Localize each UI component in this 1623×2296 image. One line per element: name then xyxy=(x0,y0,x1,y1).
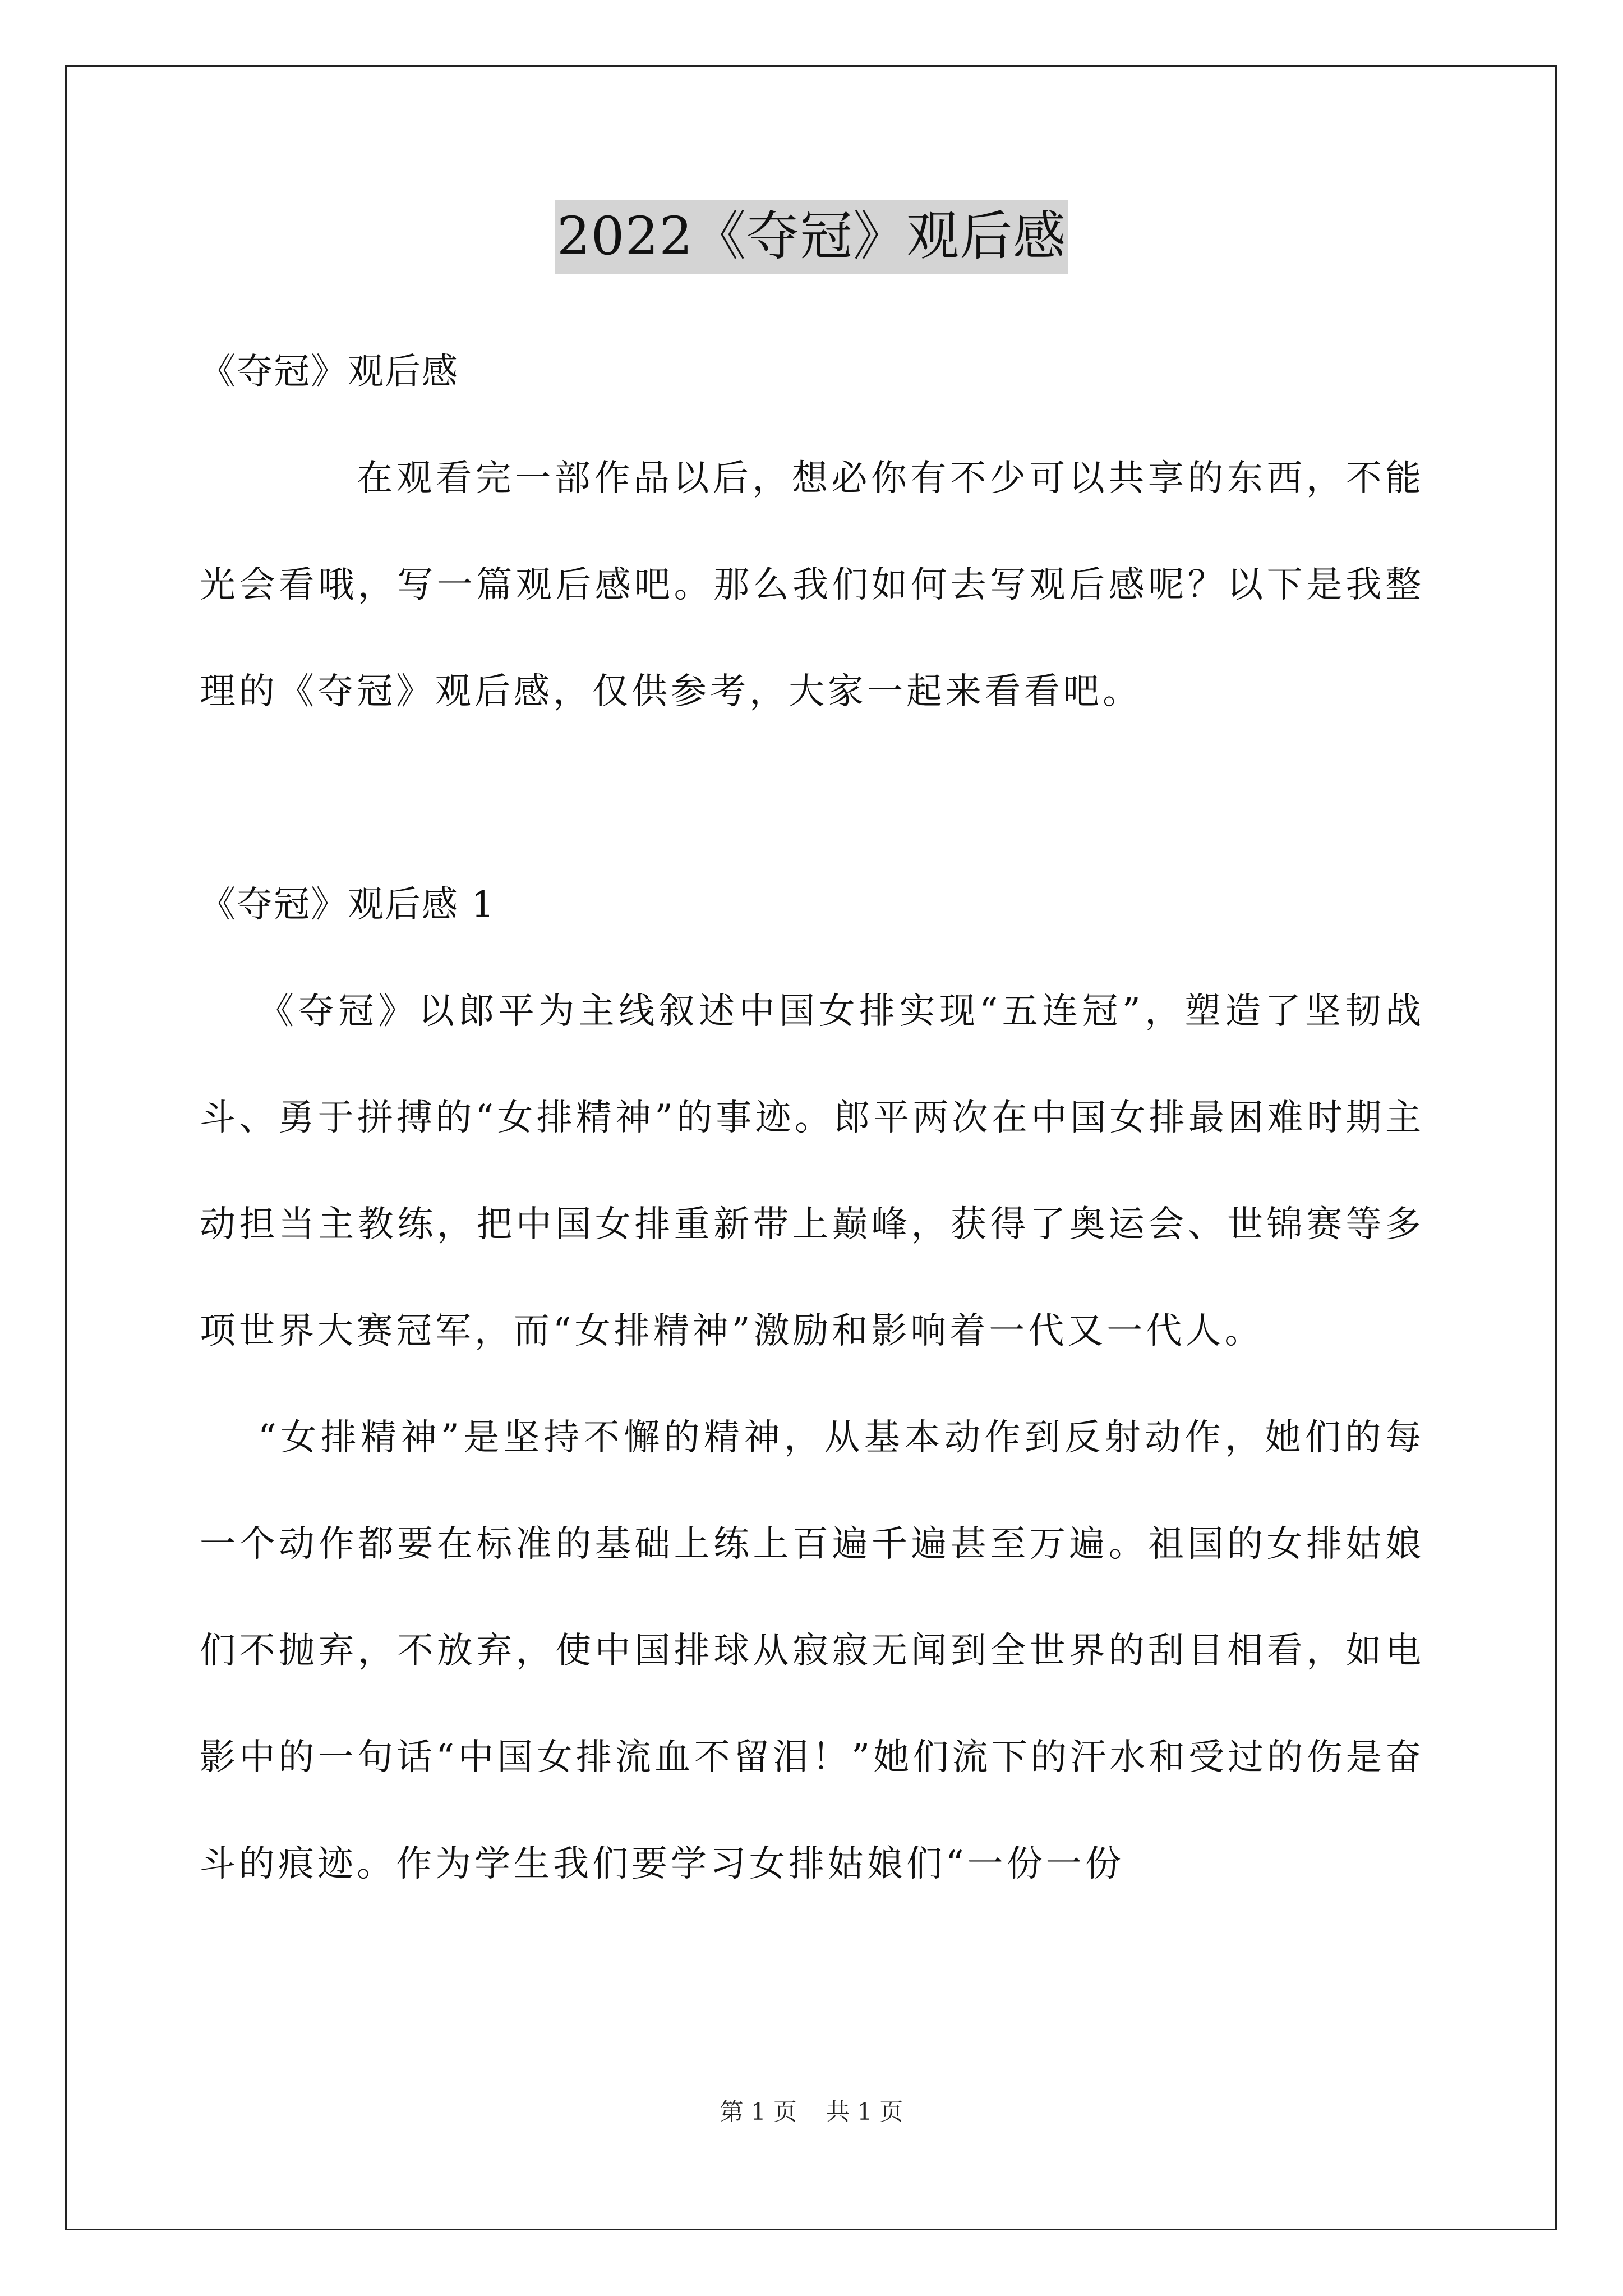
section1-heading[interactable]: 《夺冠》观后感 1 xyxy=(200,884,496,926)
section1-paragraph-2[interactable]: “女排精神”是坚持不懈的精神，从基本动作到反射动作，她们的每一个动作都要在标准的基础上练上百遍千遍甚至万遍。祖国的女排姑娘们不抛弃，不放弃，使中国排球从寂寂无闻到全世界的刮目相看，如电影中的一句话“中国女排流血不留泪！”她们流下的汗水和受过的伤是奋斗的痕迹。作为学生我们要学习女排姑娘们“一份一份 xyxy=(200,1417,1424,1885)
document-body xyxy=(200,319,1424,1917)
intro-heading[interactable]: 《夺冠》观后感 xyxy=(200,351,459,393)
title-container xyxy=(0,200,1623,274)
paragraph-spacer xyxy=(200,745,1424,852)
intro-paragraph[interactable]: 在观看完一部作品以后，想必你有不少可以共享的东西，不能光会看哦，写一篇观后感吧。那么我们如何去写观后感呢？以下是我整理的《夺冠》观后感，仅供参考，大家一起来看看吧。 xyxy=(200,458,1424,712)
page-footer xyxy=(0,2095,1623,2129)
page-number-current: 第 1 页 xyxy=(720,2098,797,2125)
section1-paragraph-1[interactable]: 《夺冠》以郎平为主线叙述中国女排实现“五连冠”，塑造了坚韧战斗、勇于拼搏的“女排精神”的事迹。郎平两次在中国女排最困难时期主动担当主教练，把中国女排重新带上巅峰，获得了奥运会、世锦赛等多项世界大赛冠军，而“女排精神”激励和影响着一代又一代人。 xyxy=(200,991,1424,1352)
document-title[interactable]: 2022《夺冠》观后感 xyxy=(555,200,1068,274)
page-number-total: 共 1 页 xyxy=(826,2098,903,2125)
